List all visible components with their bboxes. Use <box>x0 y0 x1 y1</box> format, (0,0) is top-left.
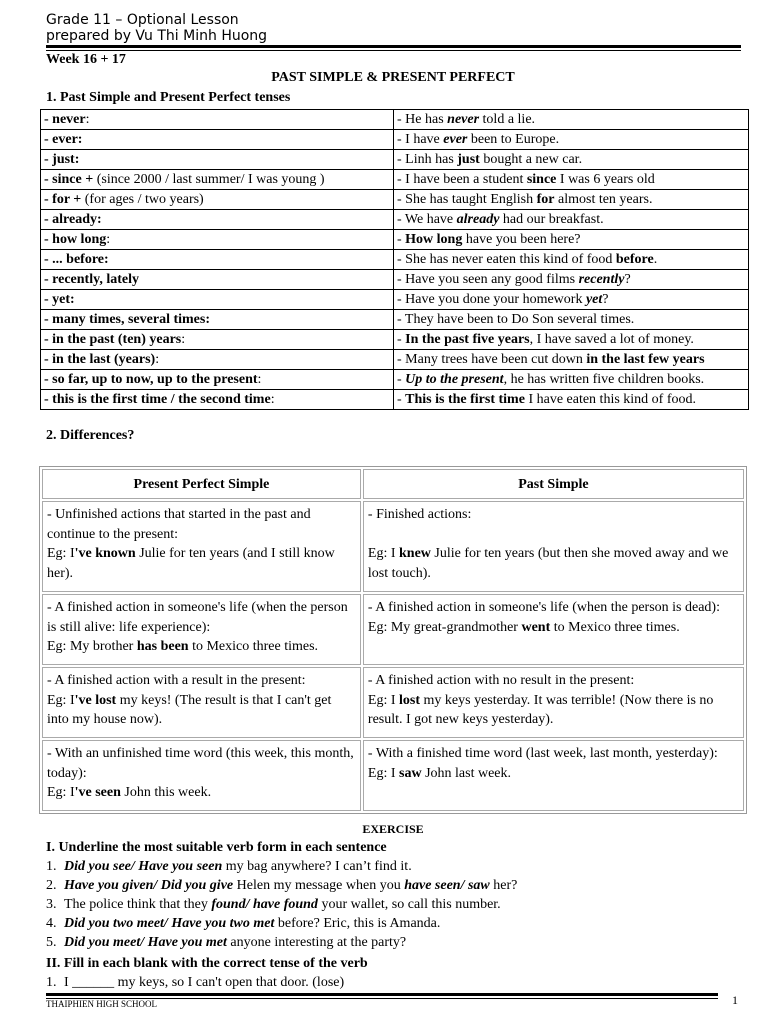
adverb-keyword: - in the past (ten) years <box>44 331 182 347</box>
adverb-keyword-cell <box>41 250 394 270</box>
exercise-item: 3. The police think that they found/ have found your wallet, so call this number. <box>46 897 501 912</box>
adverb-keyword: - this is the first time / the second time <box>44 391 271 407</box>
adverb-keyword-cell <box>41 230 394 250</box>
adverb-example: - Up to the present, he has written five children books. <box>394 370 749 390</box>
past-simple-cell: - A finished action in someone's life (when the person is dead): Eg: My great-grandmother went to Mexico three times. <box>363 594 744 665</box>
present-perfect-cell: - A finished action with a result in the present: Eg: I've lost my keys! (The result is that I can't get into my house now). <box>42 667 361 738</box>
adverb-row <box>41 290 749 310</box>
header-line-1: Grade 11 – Optional Lesson <box>46 12 239 28</box>
header-rule-thin <box>46 50 741 51</box>
header-rule-thick <box>46 45 741 48</box>
page-title: PAST SIMPLE & PRESENT PERFECT <box>271 70 515 85</box>
adverb-keyword: - ... before: <box>44 251 109 267</box>
present-perfect-cell: - Unfinished actions that started in the past and continue to the present: Eg: I've known Julie for ten years (and I still know her). <box>42 501 361 592</box>
differences-row <box>42 594 744 665</box>
adverb-note: : <box>257 371 262 387</box>
adverb-keyword-cell <box>41 210 394 230</box>
adverb-example: - Linh has just bought a new car. <box>394 150 749 170</box>
differences-table-body <box>42 501 744 811</box>
adverb-example: - In the past five years, I have saved a lot of money. <box>394 330 749 350</box>
adverb-keyword: - ever: <box>44 131 83 147</box>
adverb-keyword: - since + <box>44 171 94 187</box>
present-perfect-cell: - With an unfinished time word (this week, this month, today): Eg: I've seen John this week. <box>42 740 361 811</box>
differences-table <box>39 466 747 814</box>
adverb-note: : <box>85 111 90 127</box>
adverb-row <box>41 230 749 250</box>
item-number: 1. <box>46 975 57 990</box>
item-number: 4. <box>46 916 57 931</box>
differences-row <box>42 667 744 738</box>
page-number: 1 <box>732 993 738 1007</box>
adverb-row <box>41 270 749 290</box>
adverb-example: - I have been a student since I was 6 years old <box>394 170 749 190</box>
adverb-row <box>41 330 749 350</box>
item-number: 5. <box>46 935 57 950</box>
adverb-example: - How long have you been here? <box>394 230 749 250</box>
adverb-note: (since 2000 / last summer/ I was young ) <box>93 171 325 187</box>
adverb-example: - They have been to Do Son several times. <box>394 310 749 330</box>
adverb-example: - He has never told a lie. <box>394 110 749 130</box>
adverb-example: - Have you seen any good films recently? <box>394 270 749 290</box>
header-present-perfect: Present Perfect Simple <box>42 469 361 499</box>
week-label: Week 16 + 17 <box>46 52 126 67</box>
header-past-simple: Past Simple <box>363 469 744 499</box>
adverb-keyword: - for + <box>44 191 82 207</box>
adverb-keyword: - many times, several times: <box>44 311 211 327</box>
differences-header-row <box>42 469 744 499</box>
header-line-2: prepared by Vu Thi Minh Huong <box>46 28 268 44</box>
footer-rule-thick <box>46 993 718 996</box>
adverb-keyword-cell <box>41 370 394 390</box>
differences-row <box>42 501 744 592</box>
adverb-row <box>41 310 749 330</box>
adverb-keyword-cell <box>41 330 394 350</box>
adverb-keyword-cell <box>41 270 394 290</box>
adverb-example: - Have you done your homework yet? <box>394 290 749 310</box>
adverb-keyword-cell <box>41 290 394 310</box>
adverb-note: : <box>270 391 275 407</box>
adverb-note: (for ages / two years) <box>81 191 204 207</box>
adverb-row <box>41 150 749 170</box>
adverb-example: - This is the first time I have eaten this kind of food. <box>394 390 749 410</box>
exercise-item: 4. Did you two meet/ Have you two met before? Eric, this is Amanda. <box>46 916 441 931</box>
past-simple-cell: - With a finished time word (last week, last month, yesterday): Eg: I saw John last week. <box>363 740 744 811</box>
adverb-keyword-cell <box>41 390 394 410</box>
adverb-example: - She has taught English for almost ten years. <box>394 190 749 210</box>
present-perfect-cell: - A finished action in someone's life (when the person is still alive: life experience): Eg: My brother has been to Mexico three times. <box>42 594 361 665</box>
exercise-item: 1. Did you see/ Have you seen my bag anywhere? I can’t find it. <box>46 859 412 874</box>
past-simple-cell: - Finished actions: Eg: I knew Julie for ten years (but then she moved away and we lost touch). <box>363 501 744 592</box>
adverb-row <box>41 190 749 210</box>
adverb-keyword-cell <box>41 190 394 210</box>
adverb-row <box>41 110 749 130</box>
adverb-note: : <box>181 331 186 347</box>
adverb-keyword: - so far, up to now, up to the present <box>44 371 258 387</box>
exercise-part-1-heading: I. Underline the most suitable verb form in each sentence <box>46 840 387 855</box>
adverbs-table <box>40 109 749 410</box>
adverb-row <box>41 170 749 190</box>
adverb-keyword-cell <box>41 110 394 130</box>
adverb-note: : <box>155 351 160 367</box>
section-2-heading: 2. Differences? <box>46 428 135 443</box>
exercise-title: EXERCISE <box>362 822 424 836</box>
exercise-item: 2. Have you given/ Did you give Helen my message when you have seen/ saw her? <box>46 878 518 893</box>
item-number: 1. <box>46 859 57 874</box>
adverb-keyword: - recently, lately <box>44 271 139 287</box>
item-number: 3. <box>46 897 57 912</box>
exercise-part-2-heading: II. Fill in each blank with the correct tense of the verb <box>46 956 368 971</box>
section-1-heading: 1. Past Simple and Present Perfect tenses <box>46 90 291 105</box>
adverb-keyword-cell <box>41 150 394 170</box>
adverb-row <box>41 210 749 230</box>
adverb-keyword: - already: <box>44 211 102 227</box>
adverb-example: - Many trees have been cut down in the last few years <box>394 350 749 370</box>
adverb-row <box>41 390 749 410</box>
adverb-note: : <box>106 231 111 247</box>
adverb-keyword-cell <box>41 310 394 330</box>
adverb-keyword-cell <box>41 130 394 150</box>
exercise-item: 5. Did you meet/ Have you met anyone interesting at the party? <box>46 935 407 950</box>
adverb-keyword: - yet: <box>44 291 75 307</box>
adverb-keyword-cell <box>41 170 394 190</box>
adverb-row <box>41 130 749 150</box>
adverb-example: - We have already had our breakfast. <box>394 210 749 230</box>
adverb-example: - I have ever been to Europe. <box>394 130 749 150</box>
item-number: 2. <box>46 878 57 893</box>
adverb-row <box>41 370 749 390</box>
adverbs-table-body <box>41 110 749 410</box>
adverb-example: - She has never eaten this kind of food before. <box>394 250 749 270</box>
footer-school: THAIPHIEN HIGH SCHOOL <box>46 999 157 1009</box>
adverb-row <box>41 350 749 370</box>
differences-row <box>42 740 744 811</box>
adverb-keyword: - just: <box>44 151 80 167</box>
adverb-keyword: - how long <box>44 231 107 247</box>
adverb-keyword-cell <box>41 350 394 370</box>
exercise-fill-item: 1. I ______ my keys, so I can't open that door. (lose) <box>46 975 345 990</box>
adverb-keyword: - in the last (years) <box>44 351 156 367</box>
adverb-keyword: - never <box>44 111 86 127</box>
past-simple-cell: - A finished action with no result in the present: Eg: I lost my keys yesterday. It was terrible! (Now there is no result. I got new keys yesterday). <box>363 667 744 738</box>
adverb-row <box>41 250 749 270</box>
